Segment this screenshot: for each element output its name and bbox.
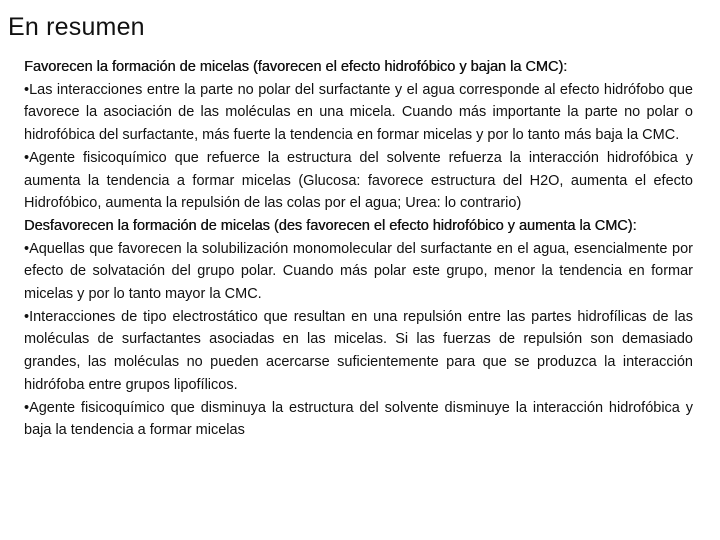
slide-title: En resumen — [8, 13, 145, 41]
unfavorable-heading: Desfavorecen la formación de micelas (des favorecen el efecto hidrofóbico y aumenta la CMC): — [24, 217, 637, 234]
unfavorable-item-solvent-disruption: •Agente fisicoquímico que disminuya la estructura del solvente disminuye la interacción hidrofóbica y baja la tendencia a formar micelas — [24, 399, 693, 439]
favorable-item-solvent-structure: •Agente fisicoquímico que refuerce la estructura del solvente refuerza la interacción hidrofóbica y aumenta la tendencia a formar micelas (Glucosa: favorece estructura del H2O, aumenta el efecto Hidrofóbico, aumenta la repulsión de las colas por el agua; Urea: lo contrario) — [24, 149, 693, 212]
favorable-item-nonpolar-interaction: •Las interacciones entre la parte no polar del surfactante y el agua corresponde al efecto hidrófobo que favorece la asociación de las moléculas en una micela. Cuando más importante la parte no polar o hidrofóbica del surfactante, más fuerte la tendencia en formar micelas y por lo tanto más baja la CMC. — [24, 81, 693, 144]
unfavorable-item-electrostatic: •Interacciones de tipo electrostático que resultan en una repulsión entre las partes hidrofílicas de las moléculas de surfactantes asociadas en las micelas. Si las fuerzas de repulsión son demasiado grandes, las moléculas no pueden acercarse suficientemente para que se produzca la interacción hidrófoba entre grupos lipofílicos. — [24, 308, 693, 393]
favorable-heading: Favorecen la formación de micelas (favorecen el efecto hidrofóbico y bajan la CMC): — [24, 59, 568, 75]
summary-body — [24, 56, 693, 442]
unfavorable-item-solubilization: •Aquellas que favorecen la solubilización monomolecular del surfactante en el agua, esencialmente por efecto de solvatación del grupo polar. Cuando más polar este grupo, menor la tendencia en formar micelas y por lo tanto mayor la CMC. — [24, 240, 693, 303]
